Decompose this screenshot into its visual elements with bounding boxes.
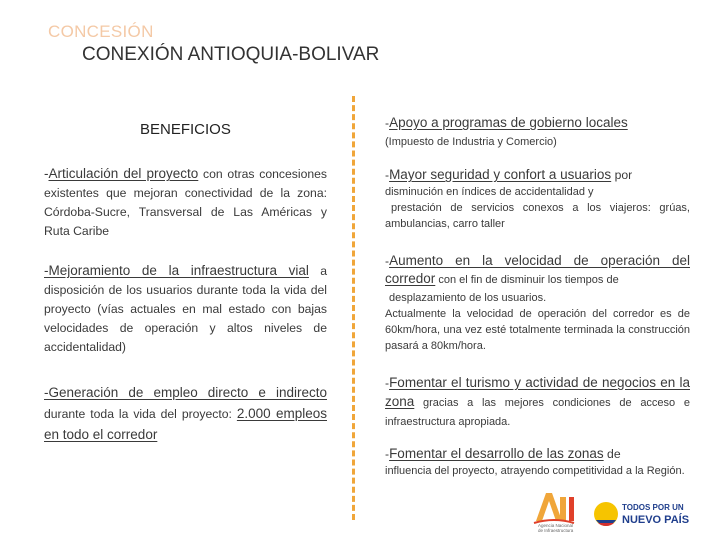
benefits-heading: BENEFICIOS xyxy=(140,121,231,138)
concesion-label: CONCESIÓN xyxy=(48,22,154,41)
benefit-desarrollo-title: Fomentar el desarrollo de las zonas xyxy=(389,446,604,461)
ani-logo-text: Agencia Nacional de Infraestructura xyxy=(538,523,574,533)
benefit-articulacion-title: Articulación del proyecto xyxy=(48,166,199,181)
benefit-desarrollo: -Fomentar el desarrollo de las zonas de influencia del proyecto, atrayendo competitividad a la Región. xyxy=(385,446,685,477)
pais-logo-line2: NUEVO PAÍS xyxy=(622,514,690,526)
todos-por-un-nuevo-pais-logo-icon xyxy=(592,494,712,534)
benefit-apoyo: -Apoyo a programas de gobierno locales (Impuesto de Industria y Comercio) xyxy=(385,115,628,148)
column-divider xyxy=(352,96,355,520)
benefit-seguridad-title: Mayor seguridad y confort a usuarios xyxy=(389,167,612,182)
benefit-turismo-title: Fomentar el turismo y actividad de negocios en la zona xyxy=(385,375,690,409)
benefit-velocidad: -Aumento en la velocidad de operación del corredor con el fin de disminuir los tiempos de desplazamiento de los usuarios. Actualmente la velocidad de operación del corredor es de 60km/hora, una vez esté totalmente terminada la construcción pasará a 80km/hora. xyxy=(385,253,690,352)
page-title: CONEXIÓN ANTIOQUIA-BOLIVAR xyxy=(82,44,380,65)
benefit-velocidad-title: Aumento en la velocidad de operación del corredor xyxy=(385,253,690,286)
benefit-apoyo-title: Apoyo a programas de gobierno locales xyxy=(389,115,628,130)
benefit-turismo: -Fomentar el turismo y actividad de negocios en la zona gracias a las mejores condiciones de acceso e infraestructura apropiada. xyxy=(385,375,690,428)
pais-logo-line1: TODOS POR UN xyxy=(622,503,684,512)
benefit-mejoramiento-title: -Mejoramiento de la infraestructura vial xyxy=(44,263,309,278)
benefit-mejoramiento: -Mejoramiento de la infraestructura vial a disposición de los usuarios durante toda la vida del proyecto (vías actuales en mal estado con bajas velocidades de operación y altos niveles de accidentalidad) xyxy=(44,263,327,354)
benefit-seguridad: -Mayor seguridad y confort a usuarios por disminución en índices de accidentalidad y prestación de servicios conexos a los viajeros: grúas, ambulancias, carro taller xyxy=(385,167,690,230)
benefit-articulacion: -Articulación del proyecto con otras concesiones existentes que mejoran conectividad de la zona: Córdoba-Sucre, Transversal de Las Américas y Ruta Caribe xyxy=(44,166,328,238)
benefit-empleo-title: -Generación de empleo directo e indirecto xyxy=(44,385,327,400)
benefit-empleo-count: 2.000 empleos en todo el corredor xyxy=(44,406,327,442)
benefit-empleo: -Generación de empleo directo e indirecto durante toda la vida del proyecto: 2.000 empleos en todo el corredor xyxy=(44,385,327,442)
